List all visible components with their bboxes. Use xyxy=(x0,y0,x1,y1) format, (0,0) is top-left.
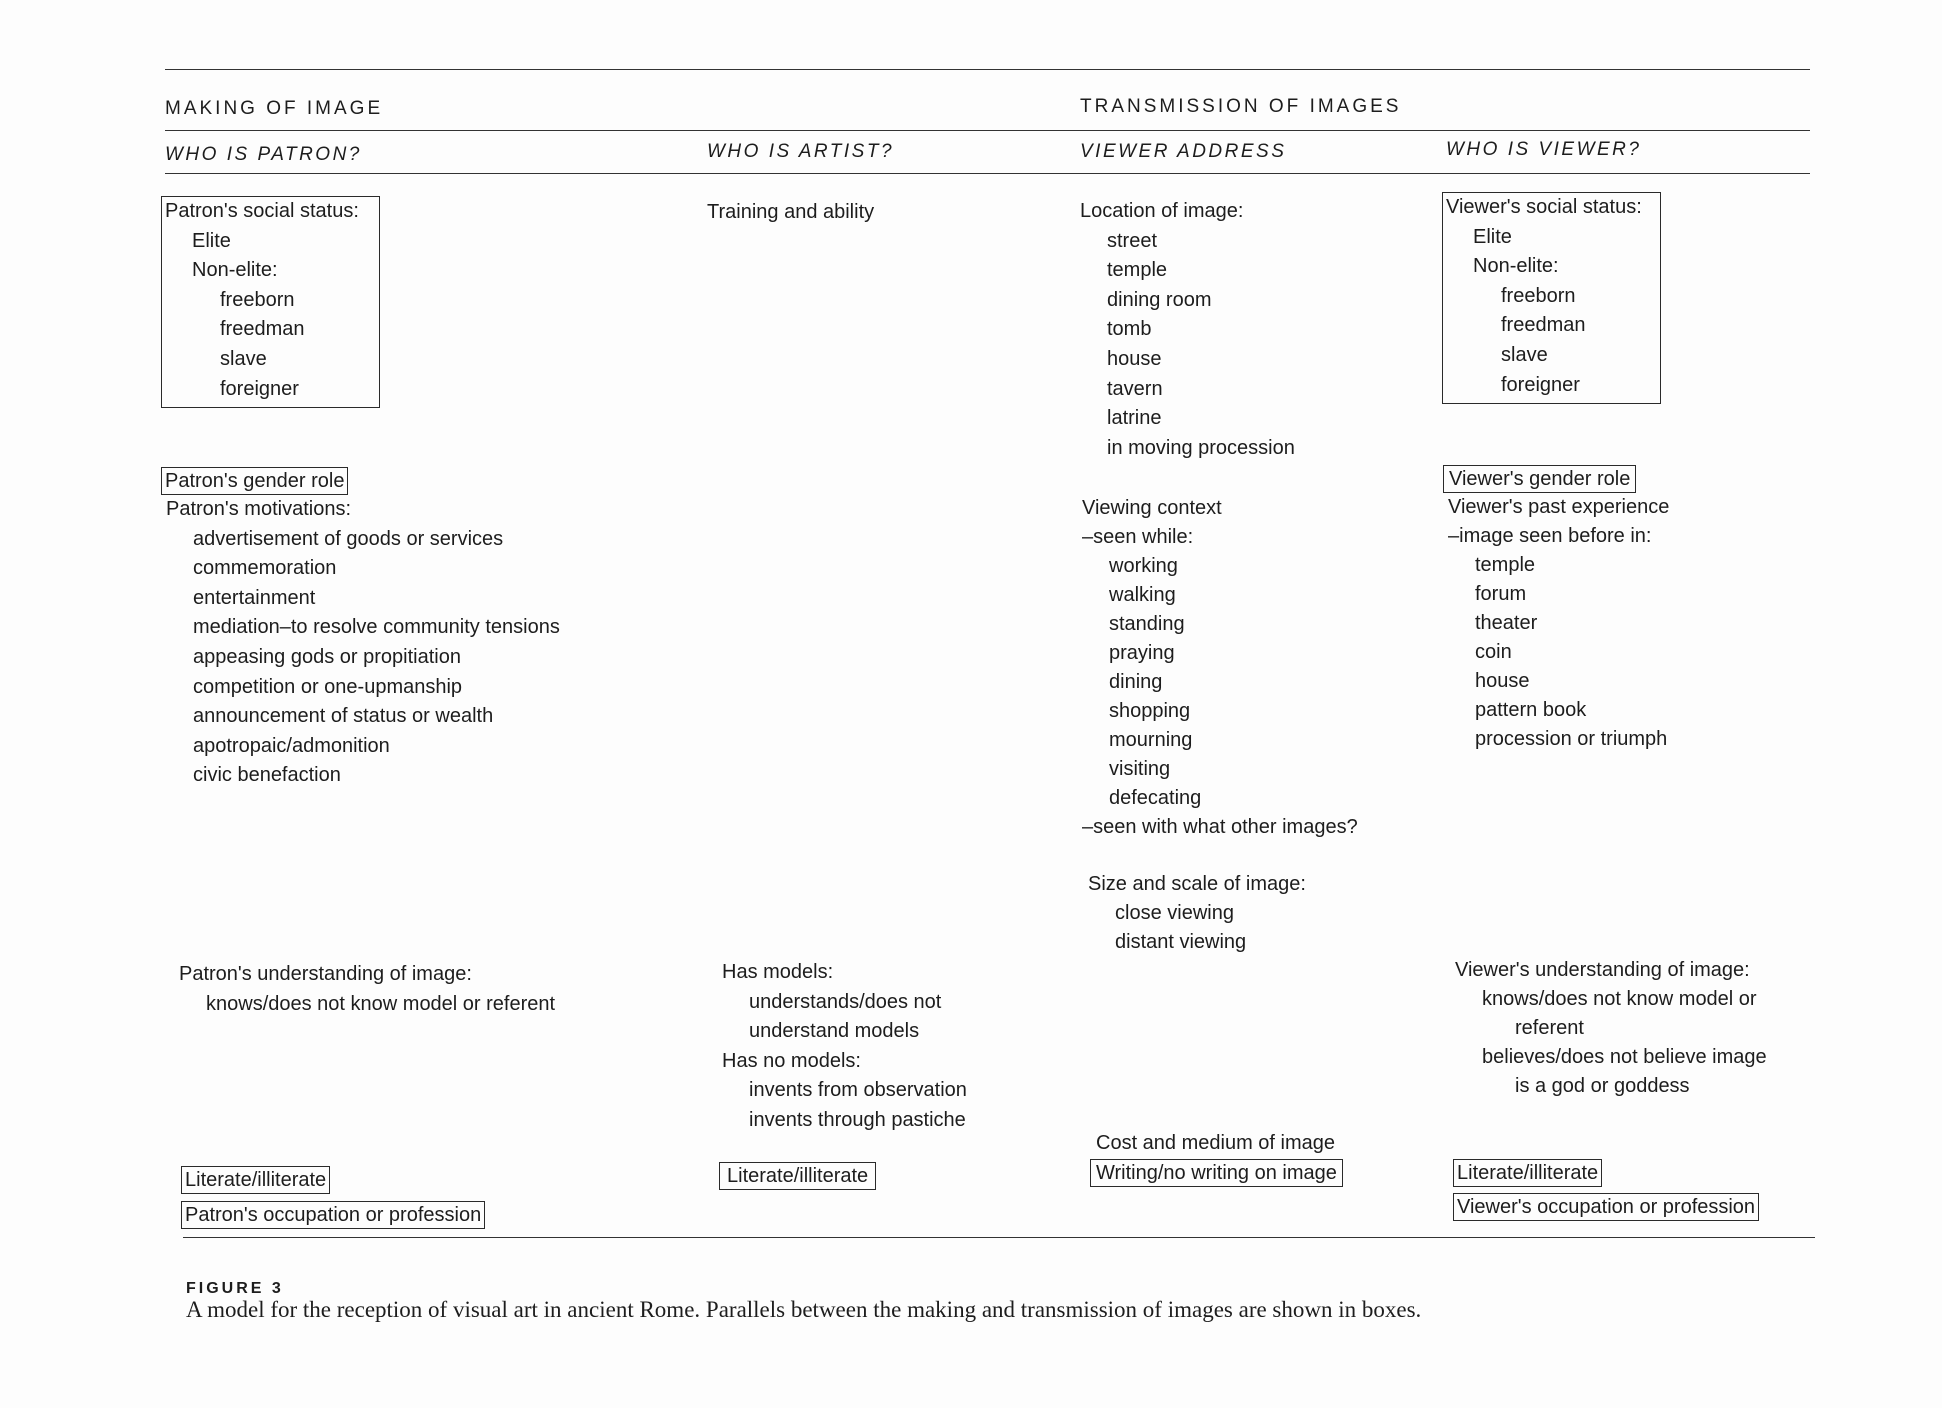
artist-models-item: understand models xyxy=(749,1020,920,1043)
activity-item: standing xyxy=(1109,613,1185,635)
address-seen-with: –seen with what other images? xyxy=(1082,816,1358,838)
patron-motivations xyxy=(166,495,560,791)
artist-models-item: understands/does not xyxy=(749,990,942,1013)
figure-caption: A model for the reception of visual art in ancient Rome. Parallels between the making and transmission of images are shown in boxes. xyxy=(186,1297,1422,1322)
viewer-status-item: freeborn xyxy=(1501,284,1576,307)
activity-item: defecating xyxy=(1109,787,1202,809)
address-size-title: Size and scale of image: xyxy=(1088,873,1306,895)
address-subheader: VIEWER ADDRESS xyxy=(1080,141,1287,162)
place-item: forum xyxy=(1475,583,1527,605)
viewer-status-non-elite: Non-elite: xyxy=(1473,255,1559,278)
transmission-header: TRANSMISSION OF IMAGES xyxy=(1080,96,1402,117)
artist-has-no-models: Has no models: xyxy=(722,1049,861,1072)
patron-status-non-elite: Non-elite: xyxy=(192,259,278,282)
top-rule xyxy=(165,69,1810,70)
place-item: house xyxy=(1475,670,1530,692)
address-seen-while: –seen while: xyxy=(1082,526,1194,548)
artist-models xyxy=(722,958,967,1136)
location-item: tomb xyxy=(1107,318,1152,341)
patron-status-elite: Elite xyxy=(192,229,231,252)
patron-gender-role-box: Patron's gender role xyxy=(161,467,348,495)
patron-occupation-box: Patron's occupation or profession xyxy=(181,1201,485,1229)
patron-understanding xyxy=(179,960,555,1019)
viewer-gender-role-box: Viewer's gender role xyxy=(1443,465,1636,493)
artist-literate-box: Literate/illiterate xyxy=(719,1162,876,1190)
address-location-title: Location of image: xyxy=(1080,200,1244,222)
location-item: street xyxy=(1107,229,1158,252)
location-item: temple xyxy=(1107,259,1168,282)
patron-status-item: foreigner xyxy=(220,377,299,400)
viewer-status-item: slave xyxy=(1501,343,1548,366)
address-location xyxy=(1080,197,1295,463)
activity-item: praying xyxy=(1109,642,1175,664)
bottom-rule xyxy=(183,1237,1815,1238)
viewer-status-item: foreigner xyxy=(1501,373,1580,396)
address-writing-box: Writing/no writing on image xyxy=(1090,1159,1343,1187)
artist-training: Training and ability xyxy=(707,201,875,223)
location-item: tavern xyxy=(1107,377,1163,400)
viewer-understanding-item: referent xyxy=(1515,1017,1584,1039)
viewer-believes-item: is a god or goddess xyxy=(1515,1075,1690,1097)
motivation-item: appeasing gods or propitiation xyxy=(193,645,461,668)
patron-literate-box: Literate/illiterate xyxy=(181,1166,330,1194)
activity-item: visiting xyxy=(1109,758,1171,780)
motivation-item: announcement of status or wealth xyxy=(193,705,494,728)
viewer-understanding xyxy=(1455,956,1767,1101)
artist-subheader: WHO IS ARTIST? xyxy=(707,141,895,162)
patron-status-item: freedman xyxy=(220,318,305,341)
patron-status-item: freeborn xyxy=(220,288,295,311)
patron-social-status-title: Patron's social status: xyxy=(165,200,359,222)
activity-item: dining xyxy=(1109,671,1163,693)
viewer-social-status-title: Viewer's social status: xyxy=(1446,196,1642,218)
subheader-rule xyxy=(165,173,1810,174)
activity-item: shopping xyxy=(1109,700,1191,722)
making-header: MAKING OF IMAGE xyxy=(165,98,384,119)
address-context xyxy=(1082,494,1358,842)
viewer-status-item: freedman xyxy=(1501,314,1586,337)
patron-subheader: WHO IS PATRON? xyxy=(165,144,362,165)
viewer-understanding-item: knows/does not know model or xyxy=(1482,988,1757,1010)
motivation-item: mediation–to resolve community tensions xyxy=(193,616,560,639)
viewer-seen-before: –image seen before in: xyxy=(1448,525,1652,547)
patron-understanding-item: knows/does not know model or referent xyxy=(206,992,556,1015)
place-item: coin xyxy=(1475,641,1512,663)
address-size xyxy=(1088,870,1306,957)
viewer-occupation-box: Viewer's occupation or profession xyxy=(1453,1193,1759,1221)
activity-item: walking xyxy=(1109,584,1176,606)
place-item: theater xyxy=(1475,612,1538,634)
viewer-literate-box: Literate/illiterate xyxy=(1453,1159,1602,1187)
motivation-item: apotropaic/admonition xyxy=(193,734,390,757)
motivation-item: commemoration xyxy=(193,557,337,580)
viewer-past-title: Viewer's past experience xyxy=(1448,496,1670,518)
motivation-item: entertainment xyxy=(193,586,316,609)
viewer-subheader: WHO IS VIEWER? xyxy=(1446,139,1642,160)
location-item: dining room xyxy=(1107,288,1212,311)
viewer-past-experience xyxy=(1448,493,1669,754)
artist-no-models-item: invents from observation xyxy=(749,1079,967,1102)
figure-label: FIGURE 3 xyxy=(186,1280,284,1297)
patron-status-item: slave xyxy=(220,347,267,370)
size-item: close viewing xyxy=(1115,902,1234,924)
viewer-social-status-box xyxy=(1442,192,1661,404)
viewer-believes-item: believes/does not believe image xyxy=(1482,1046,1767,1068)
header-rule xyxy=(165,130,1810,131)
viewer-understanding-title: Viewer's understanding of image: xyxy=(1455,959,1750,981)
patron-understanding-title: Patron's understanding of image: xyxy=(179,963,472,985)
place-item: temple xyxy=(1475,554,1536,576)
address-cost: Cost and medium of image xyxy=(1096,1132,1336,1154)
activity-item: working xyxy=(1109,555,1178,577)
patron-social-status-box xyxy=(161,196,380,408)
motivation-item: advertisement of goods or services xyxy=(193,527,504,550)
location-item: latrine xyxy=(1107,407,1162,430)
motivation-item: competition or one-upmanship xyxy=(193,675,463,698)
location-item: in moving procession xyxy=(1107,436,1295,459)
artist-no-models-item: invents through pastiche xyxy=(749,1108,966,1131)
activity-item: mourning xyxy=(1109,729,1193,751)
location-item: house xyxy=(1107,347,1162,370)
address-context-title: Viewing context xyxy=(1082,497,1222,519)
place-item: pattern book xyxy=(1475,699,1587,721)
artist-has-models: Has models: xyxy=(722,961,834,983)
motivation-item: civic benefaction xyxy=(193,764,341,787)
patron-motivations-title: Patron's motivations: xyxy=(166,498,352,520)
place-item: procession or triumph xyxy=(1475,728,1668,750)
viewer-status-elite: Elite xyxy=(1473,225,1512,248)
size-item: distant viewing xyxy=(1115,931,1247,953)
